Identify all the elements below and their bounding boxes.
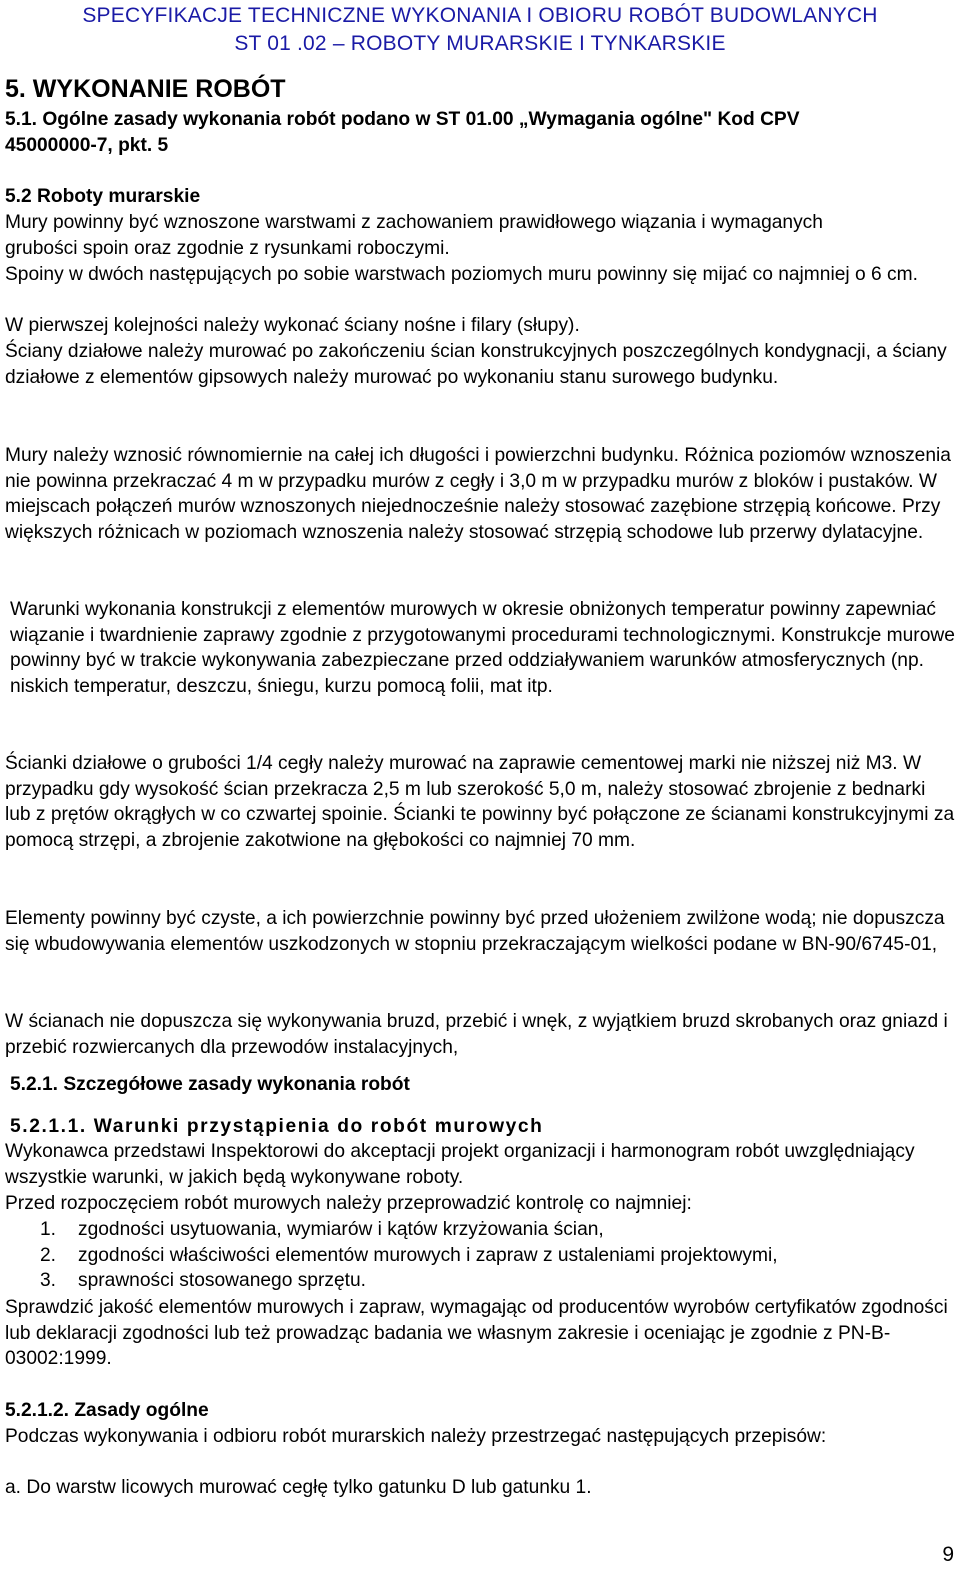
paragraph: W ścianach nie dopuszcza się wykonywania bruzd, przebić i wnęk, z wyjątkiem bruzd skrobanych oraz gniazd i przebić rozwiercanych dla przewodów instalacyjnych, xyxy=(5,1011,948,1058)
list-item: 1. zgodności usytuowania, wymiarów i kątów krzyżowania ścian, xyxy=(40,1219,604,1240)
paragraph: Spoiny w dwóch następujących po sobie warstwach poziomych muru powinny się mijać co najmniej o 6 cm. xyxy=(5,264,918,285)
paragraph: Mury należy wznosić równomiernie na całej ich długości i powierzchni budynku. Różnica poziomów wznoszenia nie powinna przekraczać 4 m w przypadku murów z cegły i 3,0 m w przypadku murów z bloków i pustaków. W miejscach połączeń murów wznoszonych niejednocześnie należy stosować zazębione strzępią końcowe. Przy większych różnicach w poziomach wznoszenia należy stosować strzępią schodowe lub przerwy dylatacyjne. xyxy=(5,445,951,543)
subsection-5-2-1-1-heading: 5.2.1.1. Warunki przystąpienia do robót murowych xyxy=(10,1116,544,1137)
subsection-5-2-1-2-heading: 5.2.1.2. Zasady ogólne xyxy=(5,1400,209,1421)
list-item: 3. sprawności stosowanego sprzętu. xyxy=(40,1270,366,1291)
paragraph: Ścianki działowe o grubości 1/4 cegły należy murować na zaprawie cementowej marki nie niższej niż M3. W przypadku gdy wysokość ścian przekracza 2,5 m lub szerokość 5,0 m, należy stosować zbrojenie z bednarki lub z prętów okrągłych w co czwartej spoinie. Ścianki te powinny być połączone ze ścianami konstrukcyjnymi za pomocą strzępi, a zbrojenie zakotwione na głębokości co najmniej 70 mm. xyxy=(5,753,955,851)
page-number: 9 xyxy=(942,1543,954,1566)
running-header-subtitle: ST 01 .02 – ROBOTY MURARSKIE I TYNKARSKIE xyxy=(234,32,726,55)
paragraph: Elementy powinny być czyste, a ich powierzchnie powinny być przed ułożeniem zwilżone wodą; nie dopuszcza się wbudowywania elementów uszkodzonych w stopniu przekraczającym wielkości podane w BN-90/6745-01, xyxy=(5,908,945,955)
list-item: 2. zgodności właściwości elementów murowych i zapraw z ustaleniami projektowymi, xyxy=(40,1244,778,1266)
checklist xyxy=(40,1217,955,1294)
paragraph: Ściany działowe należy murować po zakończeniu ścian konstrukcyjnych poszczególnych kondygnacji, a ściany działowe z elementów gipsowych należy murować po wykonaniu stanu surowego budynku. xyxy=(5,341,947,388)
subsection-5-2-1-heading: 5.2.1. Szczegółowe zasady wykonania robót xyxy=(10,1074,410,1095)
paragraph: Przed rozpoczęciem robót murowych należy przeprowadzić kontrolę co najmniej: xyxy=(5,1193,692,1214)
paragraph: Wykonawca przedstawi Inspektorowi do akceptacji projekt organizacji i harmonogram robót uwzględniający wszystkie warunki, w jakich będą wykonywane roboty. xyxy=(5,1141,915,1188)
paragraph: a. Do warstw licowych murować cegłę tylko gatunku D lub gatunku 1. xyxy=(5,1477,592,1498)
paragraph: Warunki wykonania konstrukcji z elementów murowych w okresie obniżonych temperatur powinny zapewniać wiązanie i twardnienie zaprawy zgodnie z przygotowanymi procedurami technologicznymi. Konstrukcje murowe powinny być w trakcie wykonywania zabezpieczane przed oddziaływaniem warunków atmosferycznych (np. niskich temperatur, deszczu, śniegu, kurzu pomocą folii, mat itp. xyxy=(10,599,955,697)
subsection-5-2-heading: 5.2 Roboty murarskie xyxy=(5,186,201,207)
subsection-5-1 xyxy=(5,107,955,158)
paragraph: Sprawdzić jakość elementów murowych i zapraw, wymagając od producentów wyrobów certyfikatów zgodności lub deklaracji zgodności lub też prowadząc badania we własnym zakresie i oceniając je zgodnie z PN-B-03002:1999. xyxy=(5,1297,948,1369)
running-header-title: SPECYFIKACJE TECHNICZNE WYKONANIA I OBIORU ROBÓT BUDOWLANYCH xyxy=(82,4,878,27)
subsection-5-1-line1: 5.1. Ogólne zasady wykonania robót podano w ST 01.00 „Wymagania ogólne" Kod CPV xyxy=(5,109,800,130)
subsection-5-1-line2: 45000000-7, pkt. 5 xyxy=(5,134,169,156)
paragraph: W pierwszej kolejności należy wykonać ściany nośne i filary (słupy). xyxy=(5,315,580,336)
section-heading: 5. WYKONANIE ROBÓT xyxy=(5,75,286,103)
paragraph: Podczas wykonywania i odbioru robót murarskich należy przestrzegać następujących przepisów: xyxy=(5,1426,827,1447)
paragraph: Mury powinny być wznoszone warstwami z zachowaniem prawidłowego wiązania i wymaganych grubości spoin oraz zgodnie z rysunkami roboczymi. xyxy=(5,212,823,259)
